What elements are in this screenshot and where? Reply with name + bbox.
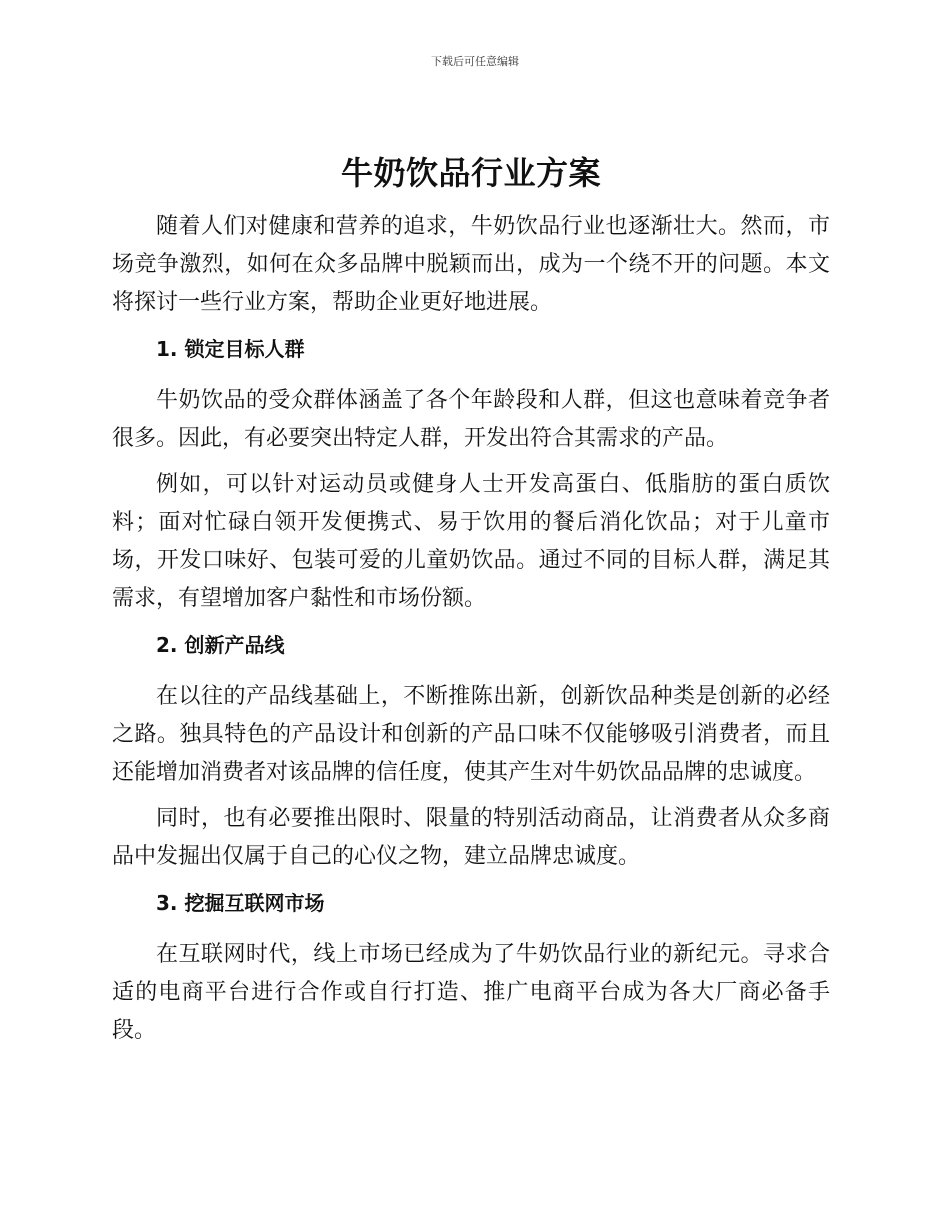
section-internet-market [112,886,830,1050]
section-paragraph: 在互联网时代，线上市场已经成为了牛奶饮品行业的新纪元。寻求合适的电商平台进行合作或自行打造、推广电商平台成为各大厂商必备手段。 [112,942,830,1043]
page-header-note: 下载后可任意编辑 [431,55,519,68]
section-paragraph: 例如，可以针对运动员或健身人士开发高蛋白、低脂肪的蛋白质饮料；面对忙碌白领开发便携式、易于饮用的餐后消化饮品；对于儿童市场，开发口味好、包装可爱的儿童奶饮品。通过不同的目标人群，满足其需求，有望增加客户黏性和市场份额。 [112,472,830,611]
section-product-innovation [112,628,830,876]
section-paragraph: 同时，也有必要推出限时、限量的特别活动商品，让消费者从众多商品中发掘出仅属于自己的心仪之物，建立品牌忠诚度。 [112,806,830,869]
section-paragraph: 在以往的产品线基础上，不断推陈出新，创新饮品种类是创新的必经之路。独具特色的产品设计和创新的产品口味不仅能够吸引消费者，而且还能增加消费者对该品牌的信任度，使其产生对牛奶饮品品牌的忠诚度。 [112,684,830,785]
section-heading: 1. 锁定目标人群 [156,337,305,361]
section-paragraph: 牛奶饮品的受众群体涵盖了各个年龄段和人群，但这也意味着竞争者很多。因此，有必要突出特定人群，开发出符合其需求的产品。 [112,388,830,451]
document-body [112,148,830,1058]
intro-paragraph: 随着人们对健康和营养的追求，牛奶饮品行业也逐渐壮大。然而，市场竞争激烈，如何在众多品牌中脱颖而出，成为一个绕不开的问题。本文将探讨一些行业方案，帮助企业更好地进展。 [112,214,830,315]
section-target-audience [112,332,830,618]
document-title: 牛奶饮品行业方案 [340,154,601,192]
section-heading: 2. 创新产品线 [156,633,285,657]
section-heading: 3. 挖掘互联网市场 [156,891,325,915]
